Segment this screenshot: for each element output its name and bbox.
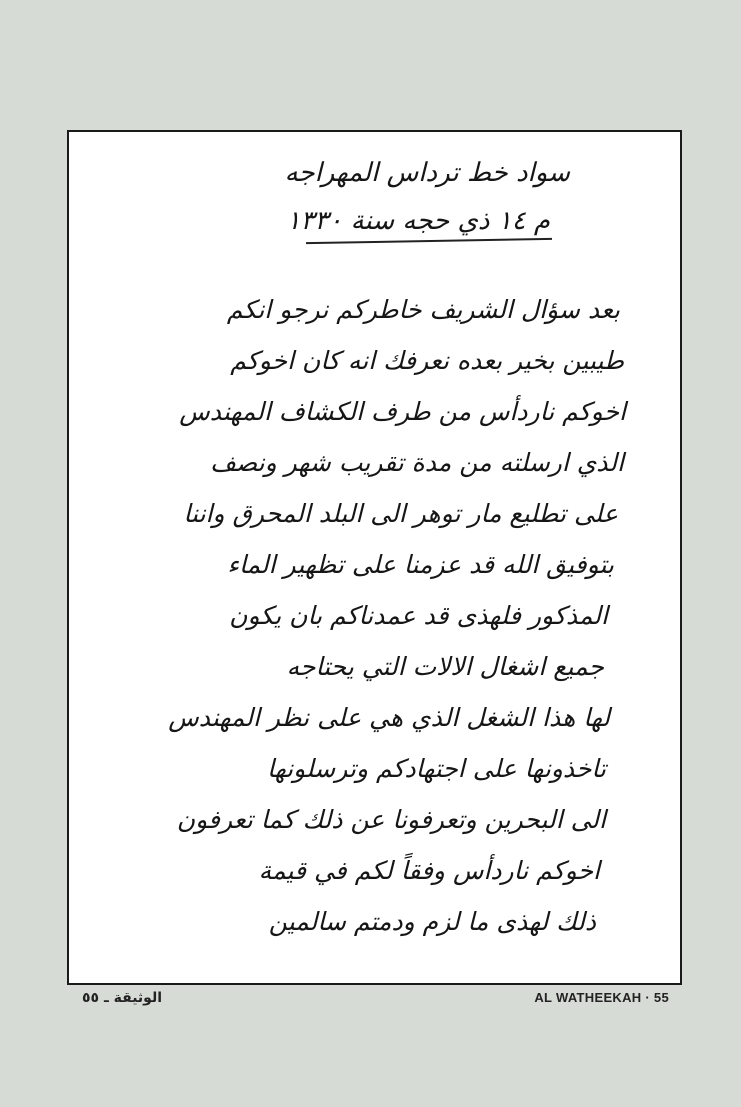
manuscript-line: الى البحرين وتعرفونا عن ذلك كما تعرفون bbox=[176, 805, 606, 834]
manuscript-heading-date: م ١٤ ذي حجه سنة ١٣٣٠ bbox=[286, 206, 550, 236]
manuscript-line: جميع اشغال الالات التي يحتاجه bbox=[286, 652, 604, 681]
manuscript-line: بعد سؤال الشريف خاطركم نرجو انكم bbox=[226, 295, 620, 324]
manuscript-line: المذكور فلهذى قد عمدناكم بان يكون bbox=[229, 601, 608, 630]
manuscript-line: اخوكم ناردأس من طرف الكشاف المهندس bbox=[179, 397, 626, 426]
footer-page-label-arabic: الوثيقة ـ ٥٥ bbox=[82, 990, 162, 1006]
manuscript-line: لها هذا الشغل الذي هي على نظر المهندس bbox=[168, 703, 610, 732]
manuscript-line: ذلك لهذى ما لزم ودمتم سالمين bbox=[268, 907, 596, 936]
manuscript-line: على تطليع مار توهر الى البلد المحرق واننا bbox=[183, 499, 618, 528]
manuscript-heading-title: سواد خط ترداس المهراجه bbox=[284, 158, 570, 188]
handwritten-manuscript bbox=[69, 132, 680, 983]
document-frame bbox=[67, 130, 682, 985]
manuscript-line: طيبين بخير بعده نعرفك انه كان اخوكم bbox=[230, 346, 624, 375]
manuscript-line: تاخذونها على اجتهادكم وترسلونها bbox=[266, 754, 606, 783]
manuscript-line: الذي ارسلته من مدة تقريب شهر ونصف bbox=[210, 448, 624, 477]
footer-page-label-latin: AL WATHEEKAH · 55 bbox=[534, 990, 669, 1005]
manuscript-line: بتوفيق الله قد عزمنا على تظهير الماء bbox=[227, 550, 614, 579]
heading-underline bbox=[306, 238, 552, 244]
manuscript-line: اخوكم ناردأس وفقاً لكم في قيمة bbox=[258, 856, 600, 885]
